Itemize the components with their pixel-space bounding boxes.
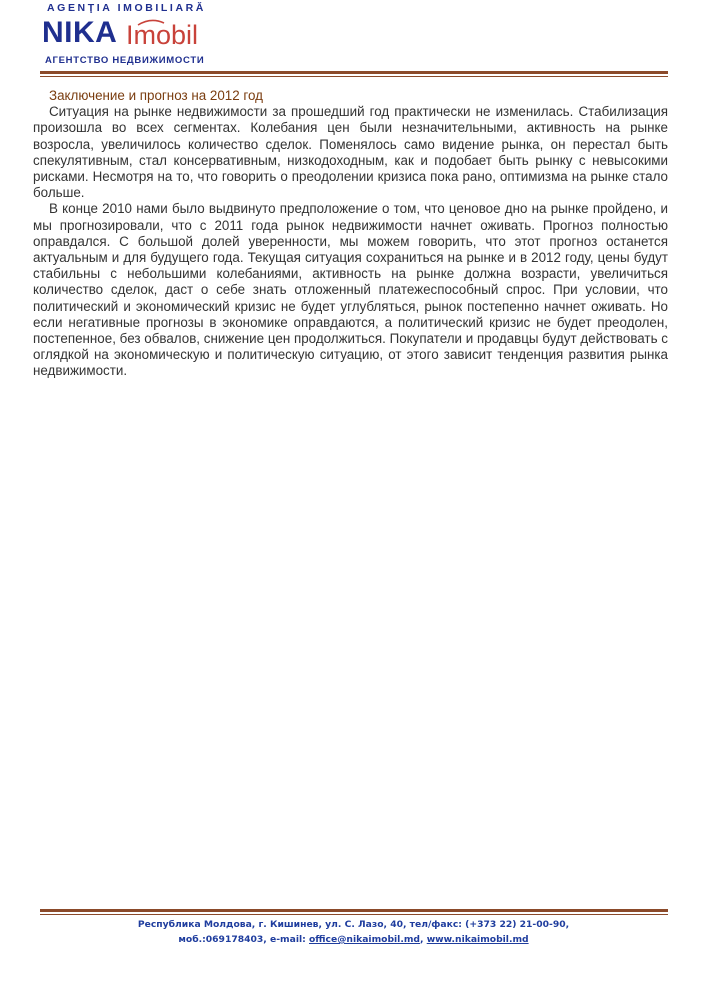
logo-brand-secondary: Imobil	[126, 20, 199, 50]
footer-contacts	[0, 917, 707, 947]
footer-mobile: моб.:069178403, e-mail:	[178, 934, 309, 945]
header-divider	[40, 71, 668, 77]
footer-divider	[40, 909, 668, 915]
section-heading: Заключение и прогноз на 2012 год	[49, 88, 263, 103]
footer-website-link[interactable]: www.nikaimobil.md	[426, 934, 529, 945]
footer-address: Республика Молдова, г. Кишинев, ул. С. Лазо, 40, тел/факс: (+373 22) 21-00-90,	[137, 919, 570, 930]
paragraph-1: Ситуация на рынке недвижимости за прошедший год практически не изменилась. Стабилизация произошла во всех сегментах. Колебания цен были незначительными, активность на рынке возросла, увеличилось количество сделок. Поменялось само видение рынка, он перестал быть спекулятивным, стал консервативным, низкодоходным, как и подобает быть рынку с невысокими рисками. Несмотря на то, что говорить о преодолении кризиса пока рано, оптимизма на рынке стало больше.	[33, 104, 668, 201]
logo-brand-primary: NIKA	[42, 16, 118, 49]
paragraph-2: В конце 2010 нами было выдвинуто предположение о том, что ценовое дно на рынке пройдено, и мы прогнозировали, что с 2011 года рынок недвижимости начнет оживать. Прогноз полностью оправдался. С большой долей уверенности, мы можем говорить, что этот прогноз останется актуальным и для будущего года. Текущая ситуация сохраниться на рынке и в 2012 году, цены будут стабильны с небольшими колебаниями, активность на рынке должна возрасти, увеличиться количество сделок, даст о себе знать отложенный платежеспособный спрос. При условии, что политический и экономический кризис не будет углубляться, рынок постепенно начнет оживать. Но если негативные прогнозы в экономике оправдаются, а политический кризис не будет преодолен, постепенное, без обвалов, снижение цен продолжиться. Покупатели и продавцы будут действовать с оглядкой на экономическую и политическую ситуацию, от этого зависит тенденция развития рынка недвижимости.	[33, 201, 668, 379]
company-logo	[40, 2, 220, 66]
document-body	[33, 88, 668, 380]
footer-contact-line	[0, 932, 707, 947]
footer-email-link[interactable]: office@nikaimobil.md	[309, 934, 420, 945]
footer-separator: ,	[419, 934, 427, 945]
logo-top-text: AGENŢIA IMOBILIARĂ	[47, 2, 206, 14]
logo-bottom-text: АГЕНТСТВО НЕДВИЖИМОСТИ	[45, 55, 205, 66]
